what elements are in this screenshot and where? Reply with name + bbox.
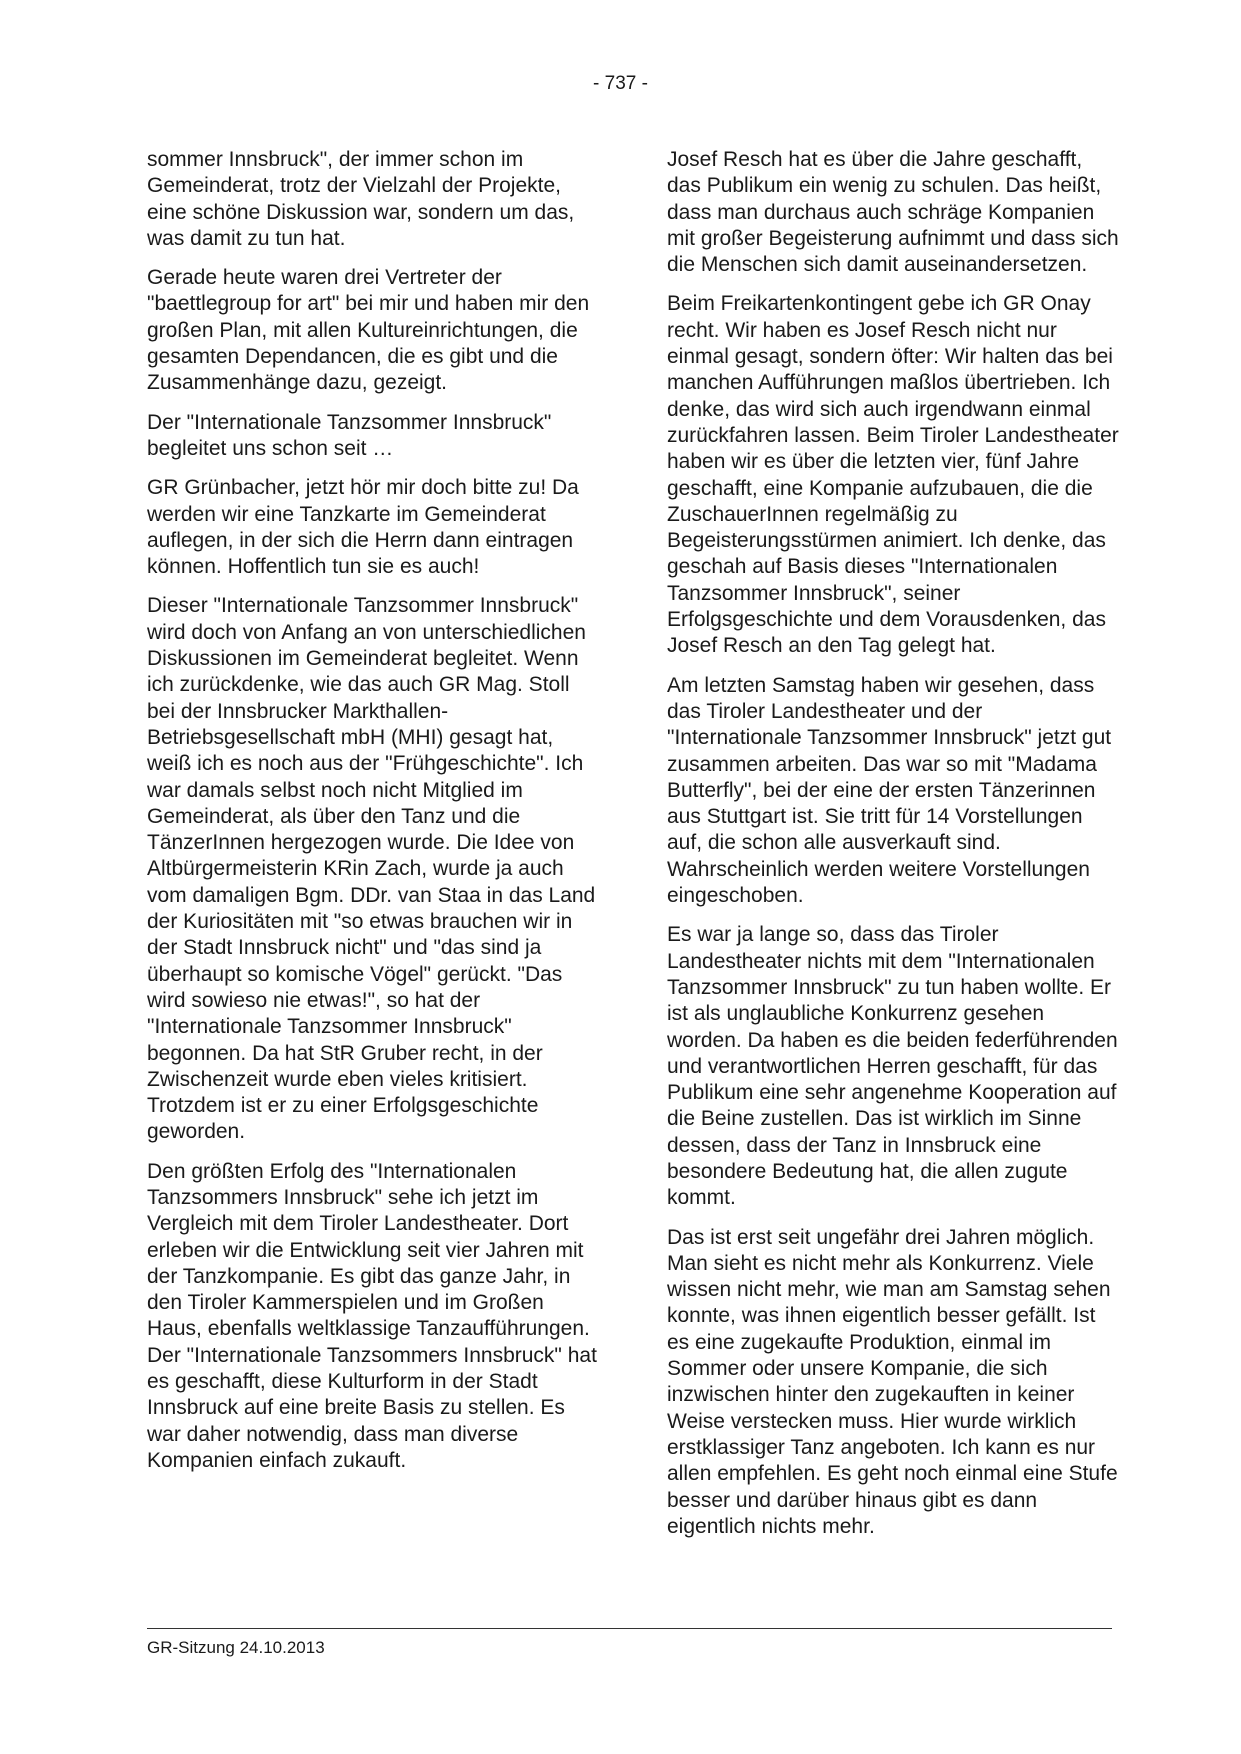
paragraph: Dieser "Internationale Tanzsommer Innsbruck" wird doch von Anfang an von unterschiedlichen Diskussionen im Gemeinderat begleitet. Wenn ich zurückdenke, wie das auch GR Mag. Stoll bei der Innsbrucker Markthallen-Betriebsgesellschaft mbH (MHI) gesagt hat, weiß ich es noch aus der "Frühgeschichte". Ich war damals selbst noch nicht Mitglied im Gemeinderat, als über den Tanz und die TänzerInnen hergezogen wurde. Die Idee von Altbürgermeisterin KRin Zach, wurde ja auch vom damaligen Bgm. DDr. van Staa in das Land der Kuriositäten mit "so etwas brauchen wir in der Stadt Innsbruck nicht" und "das sind ja überhaupt so komische Vögel" gerückt. "Das wird sowieso nie etwas!", so hat der "Internationale Tanzsommer Innsbruck" begonnen. Da hat StR Gruber recht, in der Zwischenzeit wurde eben vieles kritisiert. Trotzdem ist er zu einer Erfolgsgeschichte geworden. xyxy=(147,594,596,1144)
paragraph: Das ist erst seit ungefähr drei Jahren möglich. Man sieht es nicht mehr als Konkurrenz. Viele wissen nicht mehr, wie man am Samstag sehen konnte, was ihnen eigentlich besser gefällt. Ist es eine zugekaufte Produktion, einmal im Sommer oder unsere Kompanie, die sich inzwischen hinter den zugekauften in keiner Weise verstecken muss. Hier wurde wirklich erstklassiger Tanz angeboten. Ich kann es nur allen empfehlen. Es geht noch einmal eine Stufe besser und darüber hinaus gibt es dann eigentlich nichts mehr. xyxy=(667,1225,1118,1538)
paragraph: Beim Freikartenkontingent gebe ich GR Onay recht. Wir haben es Josef Resch nicht nur einmal gesagt, sondern öfter: Wir halten das bei manchen Aufführungen maßlos übertrieben. Ich denke, das wird sich auch irgendwann einmal zurückfahren lassen. Beim Tiroler Landestheater haben wir es über die letzten vier, fünf Jahre geschafft, eine Kompanie aufzubauen, die die ZuschauerInnen regelmäßig zu Begeisterungsstürmen animiert. Ich denke, das geschah auf Basis dieses "Internationalen Tanzsommer Innsbruck", seiner Erfolgsgeschichte und dem Vorausdenken, das Josef Resch an den Tag gelegt hat. xyxy=(667,292,1119,658)
footer-session-date: GR-Sitzung 24.10.2013 xyxy=(147,1638,325,1657)
paragraph: Den größten Erfolg des "Internationalen Tanzsommers Innsbruck" sehe ich jetzt im Vergleich mit dem Tiroler Landestheater. Dort erleben wir die Entwicklung seit vier Jahren mit der Tanzkompanie. Es gibt das ganze Jahr, in den Tiroler Kammerspielen und im Großen Haus, ebenfalls weltklassige Tanzaufführungen. Der "Internationale Tanzsommers Innsbruck" hat es geschafft, diese Kulturform in der Stadt Innsbruck auf eine breite Basis zu stellen. Es war daher notwendig, dass man diverse Kompanien einfach zukauft. xyxy=(147,1159,597,1472)
left-text-column xyxy=(147,147,600,1487)
paragraph: Am letzten Samstag haben wir gesehen, dass das Tiroler Landestheater und der "Internationale Tanzsommer Innsbruck" jetzt gut zusammen arbeiten. Das war so mit "Madama Butterfly", bei der eine der ersten Tänzerinnen aus Stuttgart ist. Sie tritt für 14 Vorstellungen auf, die schon alle ausverkauft sind. Wahrscheinlich werden weitere Vorstellungen eingeschoben. xyxy=(667,673,1112,908)
footer-divider xyxy=(147,1628,1112,1629)
paragraph: GR Grünbacher, jetzt hör mir doch bitte zu! Da werden wir eine Tanzkarte im Gemeinderat auflegen, in der sich die Herrn dann eintragen können. Hoffentlich tun sie es auch! xyxy=(147,476,579,579)
paragraph: Gerade heute waren drei Vertreter der "baettlegroup for art" bei mir und haben mir den großen Plan, mit allen Kultureinrichtungen, die gesamten Dependancen, die es gibt und die Zusammenhänge dazu, gezeigt. xyxy=(147,266,590,395)
paragraph: sommer Innsbruck", der immer schon im Gemeinderat, trotz der Vielzahl der Projekte, eine schöne Diskussion war, sondern um das, was damit zu tun hat. xyxy=(147,148,575,250)
page-number: - 737 - xyxy=(593,73,648,94)
paragraph: Josef Resch hat es über die Jahre geschafft, das Publikum ein wenig zu schulen. Das heißt, dass man durchaus auch schräge Kompanien mit großer Begeisterung aufnimmt und dass sich die Menschen sich damit auseinandersetzen. xyxy=(667,148,1119,277)
right-text-column xyxy=(667,147,1120,1553)
paragraph: Der "Internationale Tanzsommer Innsbruck" begleitet uns schon seit … xyxy=(147,410,552,460)
paragraph: Es war ja lange so, dass das Tiroler Landestheater nichts mit dem "Internationalen Tanzsommer Innsbruck" zu tun haben wollte. Er ist als unglaubliche Konkurrenz gesehen worden. Da haben es die beiden federführenden und verantwortlichen Herren geschafft, für das Publikum eine sehr angenehme Kooperation auf die Beine zustellen. Das ist wirklich im Sinne dessen, dass der Tanz in Innsbruck eine besondere Bedeutung hat, die allen zugute kommt. xyxy=(667,923,1118,1210)
